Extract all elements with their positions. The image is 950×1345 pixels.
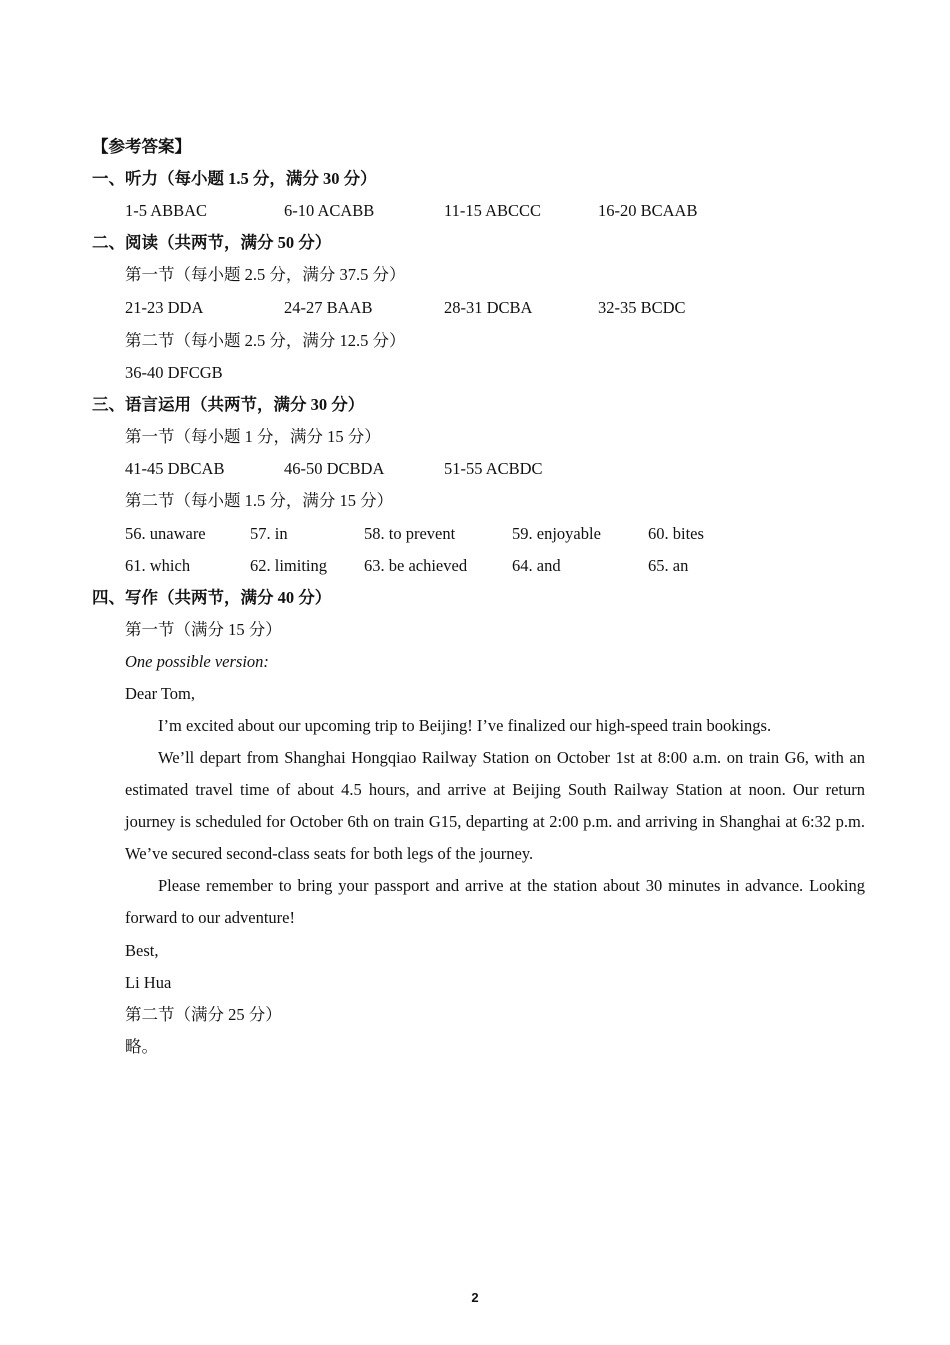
letter-paragraph-3-text: Please remember to bring your passport and arrive at the station about 30 minutes in advance. Looking forward to our adventure! — [125, 876, 865, 927]
language-use-heading: 三、语言运用（共两节，满分 30 分） — [92, 395, 365, 414]
page-title: 【参考答案】 — [92, 137, 191, 156]
writing-part2-heading: 第二节（满分 25 分） — [125, 1005, 282, 1024]
writing-part1-heading: 第一节（满分 15 分） — [125, 620, 282, 639]
page-number: 2 — [471, 1290, 479, 1305]
letter-paragraph-2-text: We’ll depart from Shanghai Hongqiao Railway Station on October 1st at 8:00 a.m. on train G6, with an estimated travel time of about 4.5 hours, and arrive at Beijing South Railway Station at noon. Our return journey is scheduled for October 6th on train G15, departing at 2:00 p.m. and arriving in Shanghai at 6:32 p.m. We’ve secured second-class seats for both legs of the journey. — [125, 748, 865, 863]
fill-answer: 63. be achieved — [364, 556, 468, 575]
answer-group: 46-50 DCBDA — [284, 459, 385, 478]
fill-answer: 59. enjoyable — [512, 524, 601, 543]
fill-answer: 62. limiting — [250, 556, 328, 575]
fill-answer: 65. an — [648, 556, 689, 575]
letter-paragraph-1-text: I’m excited about our upcoming trip to Beijing! I’ve finalized our high-speed train bookings. — [158, 716, 772, 735]
reading-part1-heading: 第一节（每小题 2.5 分，满分 37.5 分） — [125, 265, 406, 284]
writing-heading: 四、写作（共两节，满分 40 分） — [92, 588, 332, 607]
fill-answer: 60. bites — [648, 524, 704, 543]
version-label: One possible version: — [125, 652, 269, 671]
listening-heading: 一、听力（每小题 1.5 分，满分 30 分） — [92, 169, 377, 188]
language-part1-heading: 第一节（每小题 1 分，满分 15 分） — [125, 427, 381, 446]
reading-heading: 二、阅读（共两节，满分 50 分） — [92, 233, 332, 252]
fill-answer: 56. unaware — [125, 524, 206, 543]
answer-group: 11-15 ABCCC — [444, 201, 542, 220]
letter-paragraph-3 — [125, 870, 865, 934]
answer-group: 32-35 BCDC — [598, 298, 686, 317]
answer-group: 51-55 ACBDC — [444, 459, 543, 478]
letter-paragraph-2 — [125, 742, 865, 870]
reading-part2-heading: 第二节（每小题 2.5 分，满分 12.5 分） — [125, 331, 406, 350]
fill-answer: 64. and — [512, 556, 561, 575]
answer-group: 16-20 BCAAB — [598, 201, 698, 220]
letter-greeting: Dear Tom, — [125, 684, 196, 703]
answer-group: 36-40 DFCGB — [125, 363, 223, 382]
answer-group: 6-10 ACABB — [284, 201, 375, 220]
answer-group: 24-27 BAAB — [284, 298, 373, 317]
fill-answer: 61. which — [125, 556, 191, 575]
answer-group: 21-23 DDA — [125, 298, 204, 317]
writing-part2-note: 略。 — [125, 1037, 158, 1056]
answer-group: 1-5 ABBAC — [125, 201, 208, 220]
fill-answer: 58. to prevent — [364, 524, 456, 543]
letter-closing: Best, — [125, 941, 159, 960]
letter-signature: Li Hua — [125, 973, 172, 992]
language-part2-heading: 第二节（每小题 1.5 分，满分 15 分） — [125, 491, 394, 510]
answer-group: 28-31 DCBA — [444, 298, 533, 317]
fill-answer: 57. in — [250, 524, 288, 543]
answer-group: 41-45 DBCAB — [125, 459, 225, 478]
letter-paragraph-1 — [125, 710, 865, 742]
